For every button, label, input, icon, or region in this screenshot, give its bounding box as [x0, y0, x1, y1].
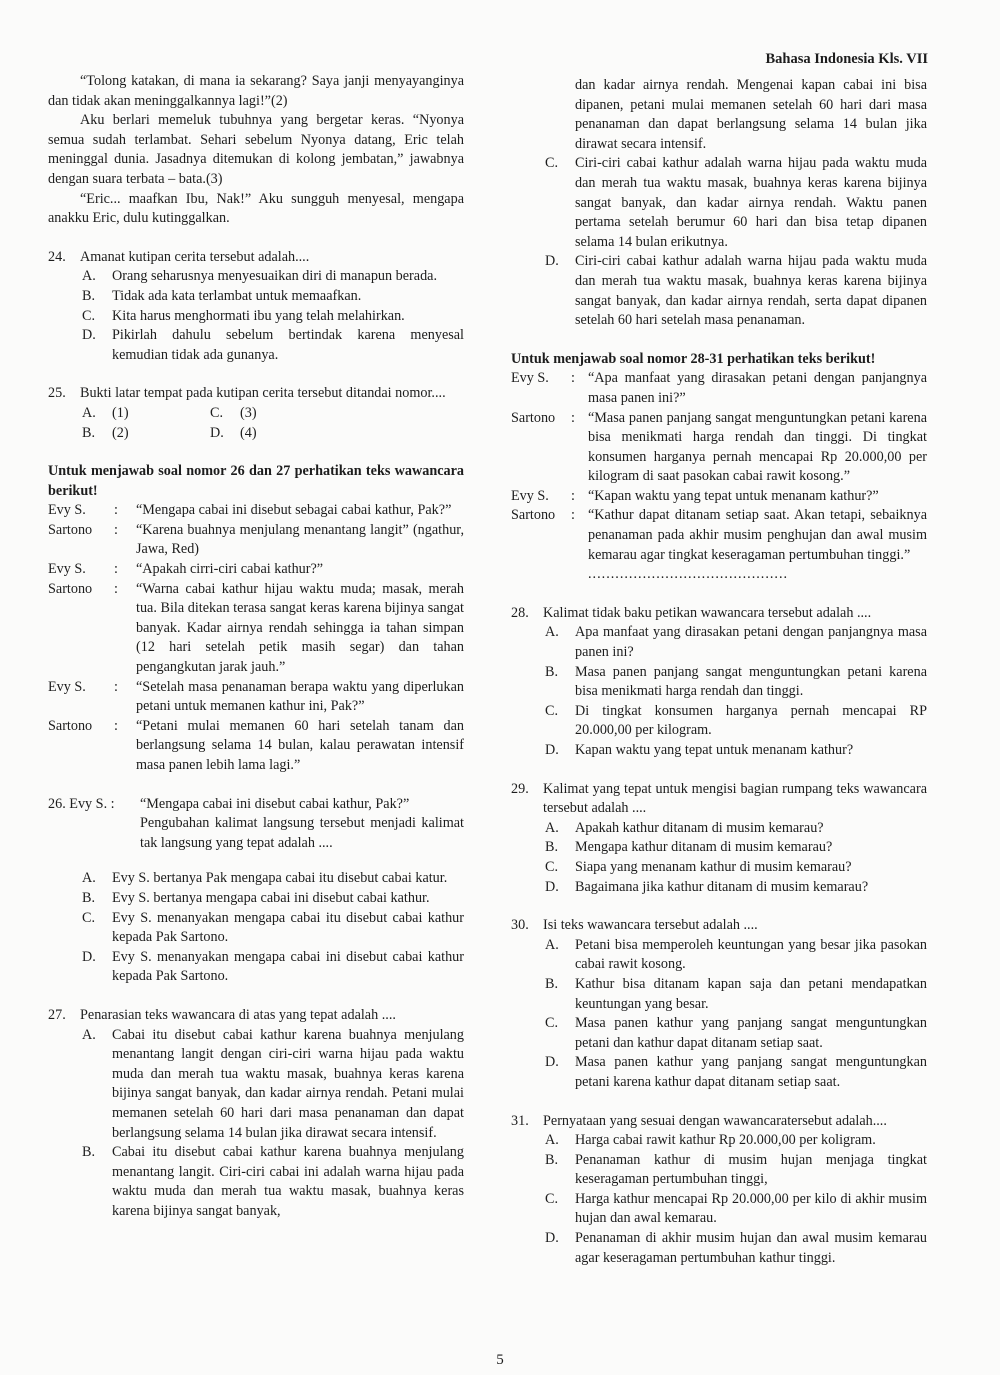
question-25 — [48, 384, 464, 443]
dialogue-line: Sartono : “Kathur dapat ditanam setiap saat. Akan tetapi, sebaiknya penanaman pada akhir musim penghujan dan awal musim kemarau agar tingkat keseragaman pertumbuhan tinggi.” — [511, 507, 927, 563]
right-column — [511, 76, 927, 1268]
dialogue-line: Evy S. : “Mengapa cabai ini disebut sebagai cabai kathur, Pak?” — [48, 502, 452, 519]
option: C. Evy S. menanyakan mengapa cabai itu disebut cabai kathur kepada Pak Sartono. — [82, 909, 464, 946]
option: C. Ciri-ciri cabai kathur adalah warna hijau pada waktu muda dan merah tua waktu masak, buahnya keras karena bijinya sangat banyak, dan kadar airnya rendah. Waktu panen pertama setelah berumur 60 hari dan bisa tetap dipanen selama 14 bulan erikutnya. — [545, 155, 927, 250]
question-24 — [48, 248, 464, 366]
dialogue-line: Evy S. : “Setelah masa penanaman berapa waktu yang diperlukan petani untuk memanen kathur ini, Pak?” — [48, 678, 464, 715]
question-text: Bukti latar tempat pada kutipan cerita tersebut ditandai nomor.... — [80, 385, 446, 402]
story-paragraph: “Tolong katakan, di mana ia sekarang? Saya janji menyayanginya dan tidak akan meninggalkannya lagi!”(2) — [48, 73, 464, 109]
option: C. Kita harus menghormati ibu yang telah melahirkan. — [82, 307, 405, 324]
option: A. Harga cabai rawit kathur Rp 20.000,00 per koligram. — [545, 1132, 876, 1149]
question-number: 24. — [48, 248, 66, 265]
option: D. Bagaimana jika kathur ditanam di musim kemarau? — [545, 878, 869, 895]
option: A. Petani bisa memperoleh keuntungan yang besar jika pasokan cabai rawit kosong. — [545, 936, 927, 973]
instruction-heading: Untuk menjawab soal nomor 28-31 perhatikan teks berikut! — [511, 350, 876, 367]
page-number: 5 — [496, 1352, 504, 1368]
dialogue-line: Sartono : “Warna cabai kathur hijau waktu muda; masak, merah tua. Bila ditekan terasa sangat keras karena bijinya sangat banyak. Kadar airnya rendah sehingga ia tahan simpan (12 hari setelah petik masih segar) dan tahan pengangkutan jarak jauh.” — [48, 580, 464, 676]
question-26 — [48, 795, 464, 987]
question-text: Penarasian teks wawancara di atas yang tepat adalah .... — [80, 1006, 396, 1023]
dialogue-line: Sartono : “Petani mulai memanen 60 hari setelah tanam dan berlangsung selama 14 bulan, kalau perawatan intensif masa panen lebih lama lagi.” — [48, 717, 464, 773]
option: D. Ciri-ciri cabai kathur adalah warna hijau pada waktu muda dan merah tua waktu masak, buahnya keras karena bijinya sangat banyak, dan kadar airnya rendah, serta dapat dipanen setelah 60 hari setelah masa penanaman. — [545, 253, 927, 329]
dialogue-line: Sartono : “Karena buahnya menjulang menantang langit” (ngathur, Jawa, Red) — [48, 521, 464, 558]
option: A. (1) — [82, 404, 129, 421]
option: B. Mengapa kathur ditanam di musim kemarau? — [545, 839, 833, 856]
question-27 — [48, 1006, 464, 1222]
option: A. Apa manfaat yang dirasakan petani dengan panjangnya masa panen ini? — [545, 624, 927, 661]
story-paragraph: Aku berlari memeluk tubuhnya yang bergetar keras. “Nyonya semua sudah terlambat. Sehari sebelum Nyonya datang, Eric telah meninggal dunia. Jasadnya ditemukan di kolong jembatan,” jawabnya dengan suara terbata – bata.(3) — [48, 112, 464, 187]
question-29 — [511, 780, 927, 898]
dialogue-line: Evy S. : “Apakah cirri-ciri cabai kathur?” — [48, 561, 324, 578]
option: D. Evy S. menanyakan mengapa cabai ini disebut cabai kathur kepada Pak Sartono. — [82, 948, 464, 985]
dialogue-line: Evy S. : “Kapan waktu yang tepat untuk menanam kathur?” — [511, 487, 879, 504]
question-number: 30. — [511, 917, 529, 934]
option: A. Apakah kathur ditanam di musim kemarau? — [545, 819, 824, 836]
question-text: Pengubahan kalimat langsung tersebut menjadi kalimat tak langsung yang tepat adalah .... — [140, 815, 464, 851]
option: D. Penanaman di akhir musim hujan dan awal musim kemarau agar keseragaman pertumbuhan kathur tinggi. — [545, 1230, 927, 1266]
story-paragraph: “Eric... maafkan Ibu, Nak!” Aku sungguh menyesal, mengapa anakku Eric, dulu kutinggalkan. — [48, 190, 464, 227]
option: A. Cabai itu disebut cabai kathur karena buahnya menjulang menantang langit dengan ciri-ciri warna hijau pada waktu muda dan merah tua waktu masak, buahnya keras karena bijinya sangat banyak, dan kadar airnya rendah. Petani mulai memanen setelah 60 hari dari masa penanaman dan dapat berlangsung selama 14 bulan jika dirawat secara intensif. — [82, 1026, 464, 1141]
option: D. Pikirlah dahulu sebelum bertindak karena menyesal kemudian tidak ada gunanya. — [82, 327, 464, 363]
dialogue-line: Evy S. : “Apa manfaat yang dirasakan petani dengan panjangnya masa panen ini?” — [511, 370, 927, 406]
question-text: Kalimat tidak baku petikan wawancara tersebut adalah .... — [543, 604, 872, 621]
question-number: 29. — [511, 780, 529, 797]
question-number: 31. — [511, 1112, 529, 1129]
question-number: 26. Evy S. : — [48, 795, 115, 812]
option: B. Cabai itu disebut cabai kathur karena buahnya menjulang menantang langit. Ciri-ciri cabai ini adalah warna hijau pada waktu muda dan merah tua waktu masak, buahnya keras karena bijinya sangat banyak, — [82, 1144, 464, 1219]
option: B. Penanaman kathur di musim hujan menjaga tingkat keseragaman pertumbuhan tinggi, — [545, 1151, 927, 1188]
left-column — [48, 72, 464, 1221]
question-31 — [511, 1112, 927, 1269]
option: D. (4) — [210, 424, 257, 441]
page-header: Bahasa Indonesia Kls. VII — [765, 51, 928, 67]
option: B. Tidak ada kata terlambat untuk memaafkan. — [82, 287, 362, 304]
option: A. Orang seharusnya menyesuaikan diri di manapun berada. — [82, 268, 438, 285]
option: C. Harga kathur mencapai Rp 20.000,00 per kilo di akhir musim hujan dan awal kemarau. — [545, 1190, 927, 1227]
option: D. Masa panen kathur yang panjang sangat menguntungkan petani karena kathur dapat ditanam setiap saat. — [545, 1054, 927, 1090]
option: A. Evy S. bertanya Pak mengapa cabai itu disebut cabai katur. — [82, 870, 448, 887]
option: D. Kapan waktu yang tepat untuk menanam kathur? — [545, 742, 854, 758]
option: C. Siapa yang menanam kathur di musim kemarau? — [545, 858, 852, 875]
dialogue-line: Sartono : “Masa panen panjang sangat menguntungkan petani karena bisa menikmati harga rendah dan tinggi. Di tingkat konsumen harganya pernah mencapai Rp 20.000,00 per kilogram di saat pasokan cabai rawit kosong.” — [511, 409, 927, 485]
option: C. (3) — [210, 404, 257, 421]
question-text: Kalimat yang tepat untuk mengisi bagian rumpang teks wawancara tersebut adalah .... — [543, 780, 927, 817]
option: B. Masa panen panjang sangat menguntungkan petani karena bisa menikmati harga rendah dan tinggi. — [545, 663, 927, 700]
option: C. Di tingkat konsumen harganya pernah mencapai RP 20.000,00 per kilogram. — [545, 702, 927, 739]
question-number: 28. — [511, 604, 529, 621]
option: C. Masa panen kathur yang panjang sangat menguntungkan petani dan kathur dapat ditanam setiap saat. — [545, 1015, 927, 1051]
option: B. Evy S. bertanya mengapa cabai ini disebut cabai kathur. — [82, 889, 430, 906]
question-number: 25. — [48, 385, 66, 402]
question-number: 27. — [48, 1006, 66, 1023]
question-30 — [511, 916, 927, 1092]
dialogue-blank: ............................................ — [588, 566, 789, 583]
interview-text — [48, 501, 464, 775]
question-28 — [511, 604, 927, 761]
option: B. (2) — [82, 424, 129, 441]
option-continuation: dan kadar airnya rendah. Mengenai kapan cabai ini bisa dipanen, petani mulai memanen setelah 60 hari dari masa penanaman dan dapat berlangsung selama 14 bulan jika dirawat secara intensif. — [575, 77, 927, 152]
question-text: Pernyataan yang sesuai dengan wawancaratersebut adalah.... — [543, 1112, 887, 1129]
interview-text — [511, 369, 927, 585]
option: B. Kathur bisa ditanam kapan saja dan petani mendapatkan keuntungan yang besar. — [545, 975, 927, 1012]
instruction-heading: Untuk menjawab soal nomor 26 dan 27 perhatikan teks wawancara berikut! — [48, 463, 464, 499]
question-text: Amanat kutipan cerita tersebut adalah.... — [80, 248, 310, 265]
question-text: Isi teks wawancara tersebut adalah .... — [543, 917, 758, 934]
question-quote: “Mengapa cabai ini disebut cabai kathur, Pak?” — [140, 795, 410, 812]
